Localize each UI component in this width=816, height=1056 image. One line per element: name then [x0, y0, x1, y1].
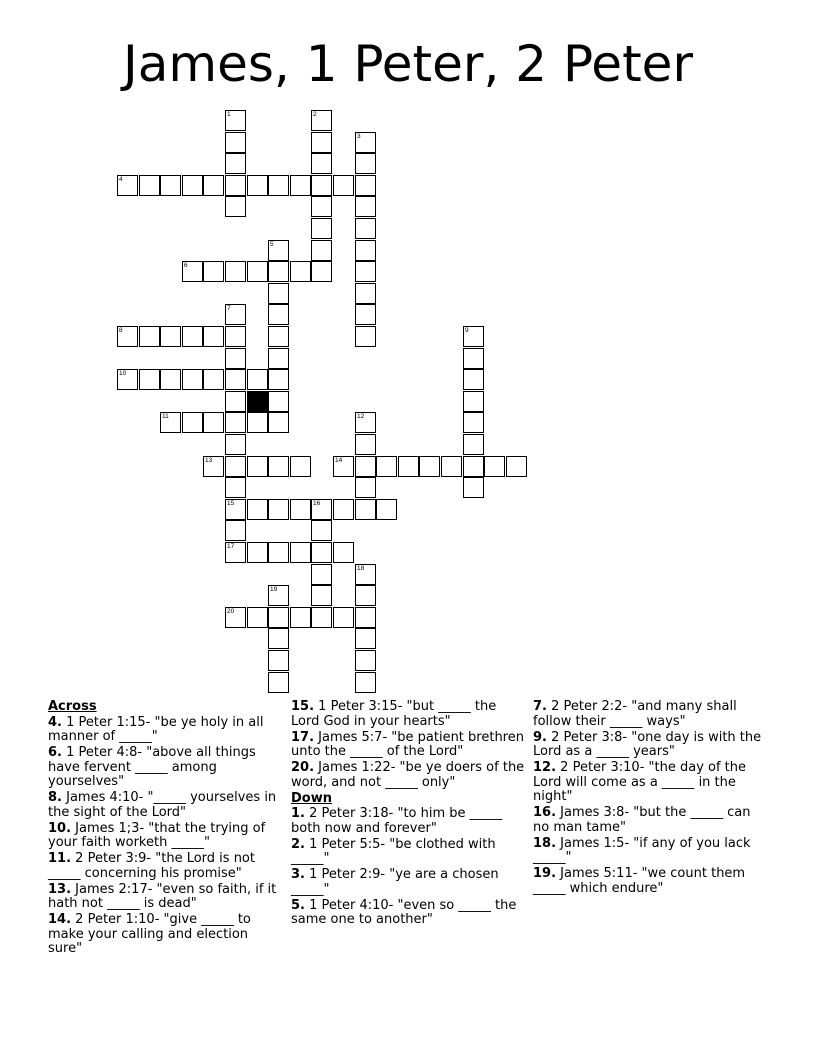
grid-cell[interactable] — [268, 369, 289, 390]
clue-text: 1 Peter 4:10- "even so _____ the same one to another" — [291, 897, 517, 927]
grid-cell[interactable] — [355, 628, 376, 649]
grid-cell[interactable] — [376, 456, 397, 477]
grid-cell[interactable] — [463, 391, 484, 412]
grid-cell[interactable] — [355, 672, 376, 693]
grid-cell[interactable] — [311, 196, 332, 217]
grid-cell[interactable] — [419, 456, 440, 477]
grid-cell[interactable] — [355, 585, 376, 606]
clue-item — [533, 867, 768, 896]
grid-cell[interactable] — [463, 434, 484, 455]
clue-text: 2 Peter 3:8- "one day is with the Lord as a _____ years" — [533, 729, 762, 759]
grid-cell[interactable] — [398, 456, 419, 477]
grid-cell[interactable] — [247, 542, 268, 563]
grid-cell[interactable] — [311, 607, 332, 628]
clue-item — [291, 807, 526, 836]
grid-cell[interactable] — [463, 369, 484, 390]
cell-number: 3 — [357, 133, 361, 140]
clue-number: 19. — [533, 866, 557, 881]
grid-cell[interactable] — [311, 542, 332, 563]
grid-cell[interactable] — [225, 607, 246, 628]
grid-cell[interactable] — [311, 585, 332, 606]
grid-cell[interactable] — [225, 175, 246, 196]
grid-cell[interactable] — [268, 283, 289, 304]
grid-cell[interactable] — [117, 369, 138, 390]
clue-number: 9. — [533, 729, 547, 745]
clue-text: James 3:8- "but the _____ can no man tame" — [533, 805, 751, 835]
clue-item — [48, 791, 283, 820]
clue-item — [291, 761, 526, 790]
clue-text: 1 Peter 5:5- "be clothed with _____" — [291, 836, 496, 866]
grid-cell[interactable] — [355, 434, 376, 455]
grid-cell[interactable] — [225, 261, 246, 282]
grid-cell[interactable] — [333, 456, 354, 477]
grid-cell[interactable] — [268, 348, 289, 369]
grid-cell[interactable] — [117, 175, 138, 196]
clue-text: 2 Peter 2:2- "and many shall follow their _____ ways" — [533, 699, 737, 729]
cell-number: 4 — [119, 176, 123, 183]
grid-cell[interactable] — [311, 110, 332, 131]
clue-number: 5. — [291, 897, 305, 913]
grid-cell[interactable] — [225, 412, 246, 433]
clue-item — [291, 700, 526, 729]
grid-cell[interactable] — [268, 456, 289, 477]
grid-cell[interactable] — [463, 477, 484, 498]
grid-cell[interactable] — [203, 412, 224, 433]
cell-number: 12 — [357, 413, 365, 420]
grid-cell[interactable] — [225, 542, 246, 563]
across-clue-list — [48, 716, 283, 957]
grid-cell[interactable] — [355, 218, 376, 239]
grid-cell[interactable] — [290, 261, 311, 282]
down-heading: Down — [291, 790, 332, 806]
clue-number: 20. — [291, 760, 315, 775]
clue-item — [48, 822, 283, 851]
grid-cell[interactable] — [203, 326, 224, 347]
grid-cell[interactable] — [290, 175, 311, 196]
clues-column-1 — [48, 700, 283, 958]
grid-cell[interactable] — [160, 326, 181, 347]
down-clue-list-continued — [533, 700, 768, 896]
grid-cell[interactable] — [268, 542, 289, 563]
grid-cell[interactable] — [311, 218, 332, 239]
cell-number: 10 — [119, 370, 127, 377]
grid-cell[interactable] — [247, 369, 268, 390]
clue-number: 10. — [48, 820, 72, 836]
clue-item — [291, 838, 526, 867]
clue-item — [291, 868, 526, 897]
cell-number: 8 — [119, 327, 123, 334]
cell-number: 11 — [162, 413, 169, 420]
grid-cell[interactable] — [355, 175, 376, 196]
grid-cell[interactable] — [506, 456, 527, 477]
grid-cell[interactable] — [333, 499, 354, 520]
clue-item — [533, 837, 768, 866]
clue-item — [48, 852, 283, 881]
grid-cell[interactable] — [355, 153, 376, 174]
grid-cell[interactable] — [311, 240, 332, 261]
clue-item — [48, 913, 283, 957]
grid-cell[interactable] — [247, 412, 268, 433]
cell-number: 9 — [465, 327, 469, 334]
clue-number: 11. — [48, 851, 72, 866]
grid-cell[interactable] — [355, 650, 376, 671]
grid-cell[interactable] — [203, 456, 224, 477]
clue-number: 16. — [533, 805, 557, 820]
clue-number: 12. — [533, 760, 557, 775]
grid-cell[interactable] — [333, 175, 354, 196]
clue-text: 2 Peter 1:10- "give _____ to make your calling and election sure" — [48, 912, 251, 956]
grid-cell[interactable] — [441, 456, 462, 477]
clue-text: 2 Peter 3:10- "the day of the Lord will come as a _____ in the night" — [533, 760, 747, 804]
grid-cell[interactable] — [290, 499, 311, 520]
clue-text: 2 Peter 3:9- "the Lord is not _____ concerning his promise" — [48, 851, 255, 881]
clue-number: 2. — [291, 836, 305, 852]
grid-cell[interactable] — [225, 304, 246, 325]
puzzle-title: James, 1 Peter, 2 Peter — [123, 35, 693, 93]
grid-cell[interactable] — [247, 456, 268, 477]
grid-cell[interactable] — [268, 585, 289, 606]
clue-number: 14. — [48, 912, 72, 927]
grid-cell[interactable] — [268, 304, 289, 325]
clue-text: 1 Peter 4:8- "above all things have fervent _____ among yourselves" — [48, 745, 256, 789]
grid-cell[interactable] — [355, 196, 376, 217]
grid-cell[interactable] — [247, 499, 268, 520]
grid-cell[interactable] — [182, 369, 203, 390]
clue-item — [48, 716, 283, 745]
grid-cell[interactable] — [311, 175, 332, 196]
cell-number: 6 — [184, 262, 188, 269]
grid-cell[interactable] — [268, 628, 289, 649]
grid-cell[interactable] — [225, 196, 246, 217]
grid-cell[interactable] — [355, 477, 376, 498]
cell-number: 19 — [270, 586, 278, 593]
grid-cell[interactable] — [225, 520, 246, 541]
grid-cell[interactable] — [355, 456, 376, 477]
clue-text: James 1:5- "if any of you lack _____" — [533, 835, 751, 865]
grid-cell[interactable] — [225, 391, 246, 412]
grid-cell[interactable] — [160, 175, 181, 196]
clue-text: James 2:17- "even so faith, if it hath not _____ is dead" — [48, 881, 277, 911]
clue-text: James 4:10- "_____ yourselves in the sight of the Lord" — [48, 790, 277, 820]
across-clue-list-continued — [291, 700, 526, 790]
black-square — [247, 391, 268, 412]
grid-cell[interactable] — [268, 650, 289, 671]
cell-number: 17 — [227, 543, 235, 550]
down-clue-list — [291, 807, 526, 928]
clue-text: 1 Peter 1:15- "be ye holy in all manner of _____" — [48, 714, 264, 744]
clue-item — [533, 806, 768, 835]
grid-cell[interactable] — [355, 304, 376, 325]
cell-number: 16 — [313, 500, 321, 507]
grid-cell[interactable] — [247, 261, 268, 282]
grid-cell[interactable] — [290, 456, 311, 477]
grid-cell[interactable] — [225, 110, 246, 131]
clue-number: 13. — [48, 881, 72, 897]
cell-number: 14 — [335, 457, 343, 464]
cell-number: 15 — [227, 500, 235, 507]
grid-cell[interactable] — [268, 261, 289, 282]
clue-item — [533, 700, 768, 729]
clues-column-2 — [291, 700, 526, 929]
clue-number: 4. — [48, 714, 62, 730]
grid-cell[interactable] — [268, 672, 289, 693]
grid-cell[interactable] — [225, 348, 246, 369]
clue-text: James 5:11- "we count them _____ which endure" — [533, 866, 746, 896]
grid-cell[interactable] — [268, 607, 289, 628]
grid-cell[interactable] — [311, 261, 332, 282]
grid-cell[interactable] — [355, 412, 376, 433]
grid-cell[interactable] — [355, 240, 376, 261]
grid-cell[interactable] — [225, 477, 246, 498]
grid-cell[interactable] — [268, 499, 289, 520]
clue-text: 1 Peter 3:15- "but _____ the Lord God in your hearts" — [291, 699, 497, 729]
grid-cell[interactable] — [355, 326, 376, 347]
grid-cell[interactable] — [463, 348, 484, 369]
cell-number: 13 — [205, 457, 213, 464]
grid-cell[interactable] — [182, 261, 203, 282]
grid-cell[interactable] — [355, 132, 376, 153]
grid-cell[interactable] — [139, 175, 160, 196]
clue-text: James 1:22- "be ye doers of the word, and not _____ only" — [291, 760, 525, 790]
clue-number: 8. — [48, 790, 62, 805]
grid-cell[interactable] — [225, 369, 246, 390]
grid-cell[interactable] — [376, 499, 397, 520]
grid-cell[interactable] — [225, 434, 246, 455]
grid-cell[interactable] — [290, 542, 311, 563]
grid-cell[interactable] — [225, 153, 246, 174]
clue-item — [291, 899, 526, 928]
clue-text: 2 Peter 3:18- "to him be _____ both now and forever" — [291, 806, 503, 836]
grid-cell[interactable] — [333, 542, 354, 563]
grid-cell[interactable] — [182, 175, 203, 196]
clue-item — [48, 883, 283, 912]
grid-cell[interactable] — [311, 564, 332, 585]
grid-cell[interactable] — [268, 240, 289, 261]
clue-number: 6. — [48, 745, 62, 760]
cell-number: 5 — [270, 241, 274, 248]
grid-cell[interactable] — [484, 456, 505, 477]
grid-cell[interactable] — [355, 499, 376, 520]
clue-number: 3. — [291, 867, 305, 882]
grid-cell[interactable] — [182, 412, 203, 433]
clue-number: 7. — [533, 699, 547, 714]
clue-text: James 1;3- "that the trying of your faith worketh _____" — [48, 820, 266, 850]
clue-item — [291, 731, 526, 760]
grid-cell[interactable] — [203, 175, 224, 196]
grid-cell[interactable] — [225, 456, 246, 477]
grid-cell[interactable] — [203, 369, 224, 390]
clue-text: James 5:7- "be patient brethren unto the _____ of the Lord" — [291, 729, 524, 759]
grid-cell[interactable] — [355, 283, 376, 304]
clue-item — [48, 746, 283, 790]
grid-cell[interactable] — [268, 412, 289, 433]
grid-cell[interactable] — [311, 499, 332, 520]
clue-item — [533, 731, 768, 760]
grid-cell[interactable] — [225, 499, 246, 520]
grid-cell[interactable] — [268, 175, 289, 196]
clues-column-3 — [533, 700, 768, 898]
grid-cell[interactable] — [160, 412, 181, 433]
grid-cell[interactable] — [290, 607, 311, 628]
clue-text: 1 Peter 2:9- "ye are a chosen _____" — [291, 867, 499, 897]
cell-number: 7 — [227, 305, 231, 312]
grid-cell[interactable] — [268, 326, 289, 347]
grid-cell[interactable] — [333, 607, 354, 628]
cell-number: 2 — [313, 111, 317, 118]
grid-cell[interactable] — [355, 261, 376, 282]
across-heading: Across — [48, 699, 97, 714]
grid-cell[interactable] — [463, 412, 484, 433]
grid-cell[interactable] — [463, 326, 484, 347]
grid-cell[interactable] — [182, 326, 203, 347]
grid-cell[interactable] — [247, 607, 268, 628]
grid-cell[interactable] — [117, 326, 138, 347]
grid-cell[interactable] — [139, 369, 160, 390]
clue-number: 17. — [291, 729, 315, 745]
grid-cell[interactable] — [225, 326, 246, 347]
grid-cell[interactable] — [247, 175, 268, 196]
cell-number: 20 — [227, 608, 235, 615]
grid-cell[interactable] — [139, 326, 160, 347]
grid-cell[interactable] — [160, 369, 181, 390]
clue-number: 15. — [291, 699, 315, 714]
grid-cell[interactable] — [311, 520, 332, 541]
cell-number: 1 — [227, 111, 231, 118]
grid-cell[interactable] — [311, 153, 332, 174]
grid-cell[interactable] — [463, 456, 484, 477]
grid-cell[interactable] — [355, 564, 376, 585]
clue-number: 18. — [533, 835, 557, 851]
grid-cell[interactable] — [268, 391, 289, 412]
cell-number: 18 — [357, 565, 365, 572]
grid-cell[interactable] — [311, 132, 332, 153]
grid-cell[interactable] — [355, 607, 376, 628]
clue-item — [533, 761, 768, 805]
grid-cell[interactable] — [203, 261, 224, 282]
grid-cell[interactable] — [225, 132, 246, 153]
clue-number: 1. — [291, 806, 305, 821]
